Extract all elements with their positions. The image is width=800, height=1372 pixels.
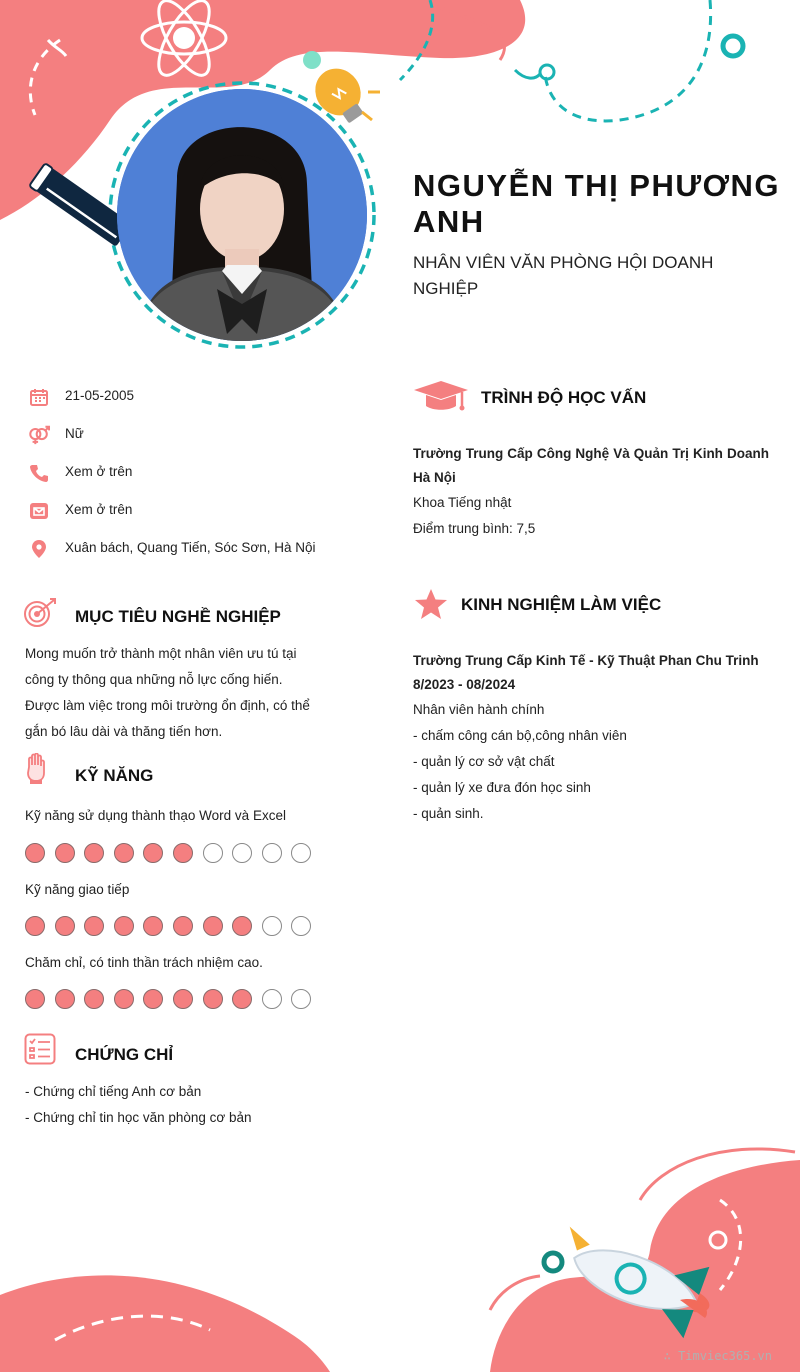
duty-item: - quản lý cơ sở vật chất	[413, 754, 555, 769]
objective-line: Được làm việc trong môi trường ổn định, có thể	[25, 698, 310, 713]
target-icon	[24, 598, 58, 633]
skills-title: KỸ NĂNG	[75, 766, 154, 785]
skill-rating	[25, 989, 325, 1011]
contact-email	[28, 500, 133, 522]
rating-dot-filled	[143, 916, 163, 936]
rating-dot-filled	[84, 843, 104, 863]
rating-dot-filled	[173, 989, 193, 1009]
skill-label: Chăm chỉ, có tinh thần trách nhiệm cao.	[25, 955, 263, 970]
duty-item: - chấm công cán bộ,công nhân viên	[413, 728, 627, 743]
rating-dot-filled	[84, 989, 104, 1009]
certificate-item: - Chứng chỉ tin học văn phòng cơ bản	[25, 1110, 252, 1125]
watermark-text: Timviec365.vn	[678, 1349, 772, 1363]
objective-title: MỤC TIÊU NGHỀ NGHIỆP	[75, 607, 281, 626]
skill-rating	[25, 916, 325, 938]
rating-dot-filled	[25, 843, 45, 863]
experience-title: KINH NGHIỆM LÀM VIỆC	[461, 595, 662, 614]
contact-address	[28, 538, 316, 560]
skill-label: Kỹ năng sử dụng thành thạo Word và Excel	[25, 808, 286, 823]
star-icon	[414, 588, 448, 625]
rating-dot-filled	[25, 916, 45, 936]
rating-dot-filled	[55, 843, 75, 863]
rating-dot-filled	[143, 843, 163, 863]
rating-dot-empty	[232, 843, 252, 863]
email-text: Xem ở trên	[65, 502, 133, 517]
rating-dot-empty	[291, 989, 311, 1009]
rating-dot-empty	[262, 916, 282, 936]
contact-phone	[28, 462, 133, 484]
phone-icon	[28, 462, 50, 484]
contact-gender	[28, 424, 84, 446]
objective-line: gắn bó lâu dài và thăng tiến hơn.	[25, 724, 223, 739]
duty-item: - quản sinh.	[413, 806, 484, 821]
rating-dot-filled	[203, 989, 223, 1009]
graduation-cap-icon	[413, 380, 469, 419]
watermark: ∴ Timviec365.vn	[663, 1349, 772, 1363]
hand-icon	[25, 753, 47, 790]
rating-dot-empty	[291, 843, 311, 863]
objective-line: công ty thông qua những nỗ lực cống hiến.	[25, 672, 283, 687]
certificate-item: - Chứng chỉ tiếng Anh cơ bản	[25, 1084, 202, 1099]
candidate-name: NGUYỄN THỊ PHƯƠNG ANH	[413, 168, 781, 239]
skill-label: Kỹ năng giao tiếp	[25, 882, 130, 897]
rating-dot-filled	[114, 916, 134, 936]
skill-rating	[25, 843, 325, 865]
education-title: TRÌNH ĐỘ HỌC VẤN	[481, 388, 647, 407]
gpa: Điểm trung bình: 7,5	[413, 521, 536, 536]
phone-text: Xem ở trên	[65, 464, 133, 479]
checklist-icon	[24, 1033, 56, 1070]
rating-dot-empty	[262, 843, 282, 863]
gender-text: Nữ	[65, 426, 84, 441]
faculty: Khoa Tiếng nhật	[413, 495, 512, 510]
rating-dot-filled	[114, 843, 134, 863]
gender-icon	[28, 424, 50, 446]
objective-line: Mong muốn trở thành một nhân viên ưu tú tại	[25, 646, 297, 661]
job-title: Nhân viên hành chính	[413, 702, 545, 717]
rating-dot-filled	[232, 989, 252, 1009]
rating-dot-filled	[143, 989, 163, 1009]
school-name-cont: Hà Nội	[413, 470, 456, 485]
rating-dot-filled	[55, 916, 75, 936]
rating-dot-filled	[173, 843, 193, 863]
job-position: NHÂN VIÊN VĂN PHÒNG HỘI DOANH NGHIỆP	[413, 253, 714, 298]
email-icon	[28, 500, 50, 522]
rating-dot-filled	[84, 916, 104, 936]
rating-dot-filled	[232, 916, 252, 936]
rating-dot-filled	[114, 989, 134, 1009]
location-pin-icon	[28, 538, 50, 560]
avatar	[117, 89, 367, 341]
profile-photo	[117, 89, 367, 341]
rating-dot-filled	[173, 916, 193, 936]
duty-item: - quản lý xe đưa đón học sinh	[413, 780, 591, 795]
birthday-text: 21-05-2005	[65, 388, 135, 403]
school-name: Trường Trung Cấp Công Nghệ Và Quản Trị Kinh Doanh	[413, 446, 769, 461]
work-period: 8/2023 - 08/2024	[413, 677, 516, 692]
rating-dot-filled	[25, 989, 45, 1009]
objective-text	[25, 641, 335, 745]
rating-dot-filled	[55, 989, 75, 1009]
rating-dot-empty	[291, 916, 311, 936]
rating-dot-empty	[203, 843, 223, 863]
certificates-title: CHỨNG CHỈ	[75, 1045, 174, 1064]
rating-dot-empty	[262, 989, 282, 1009]
rating-dot-filled	[203, 916, 223, 936]
address-text: Xuân bách, Quang Tiến, Sóc Sơn, Hà Nội	[65, 540, 316, 555]
calendar-icon	[28, 386, 50, 408]
company-name: Trường Trung Cấp Kinh Tế - Kỹ Thuật Phan Chu Trinh	[413, 653, 759, 668]
contact-birthday	[28, 386, 135, 408]
